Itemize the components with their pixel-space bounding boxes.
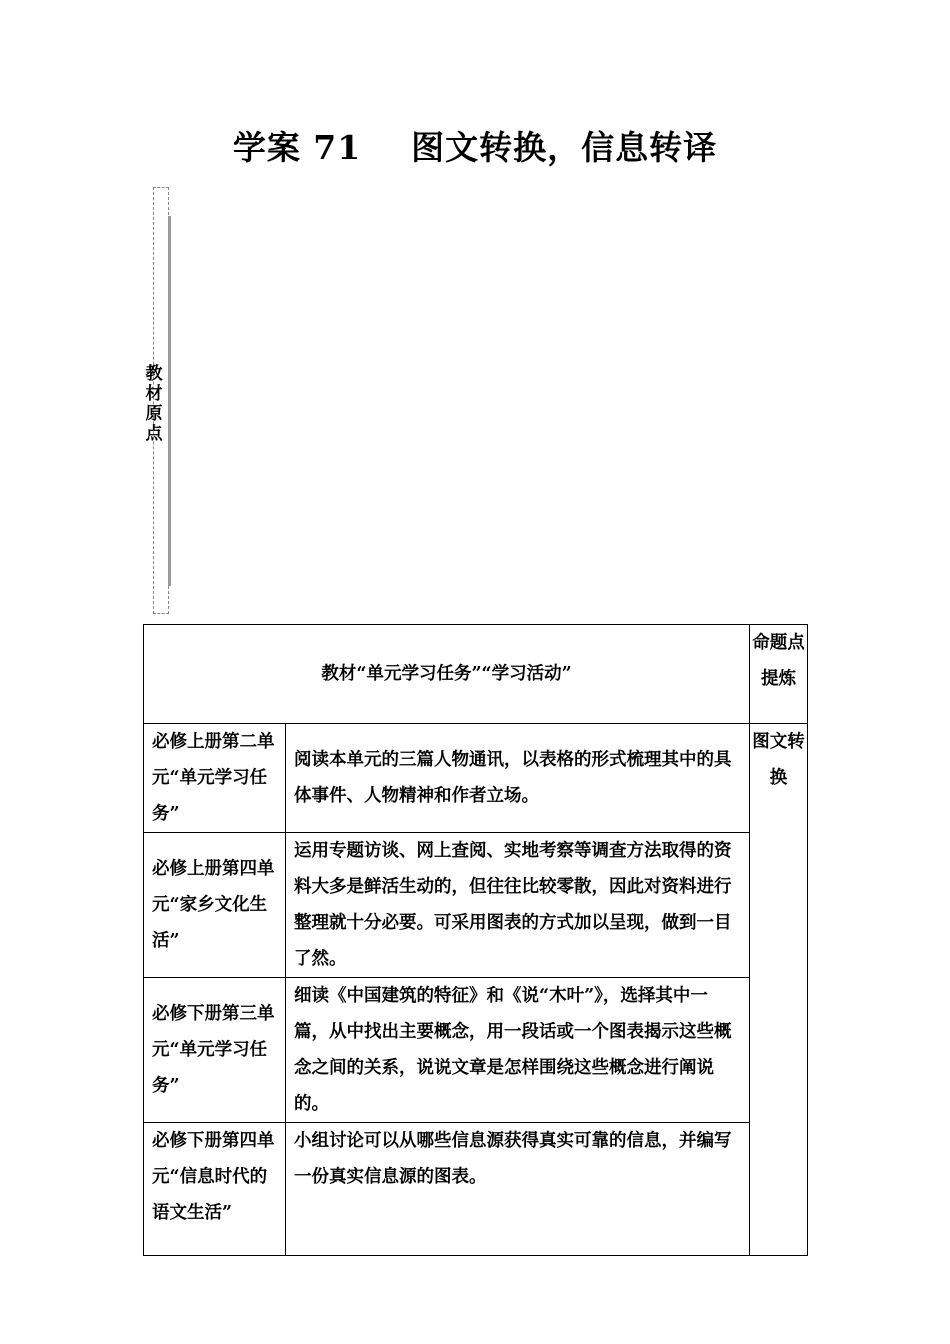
row-book-unit: 必修下册第四单元“信息时代的语文生活”	[144, 1123, 286, 1256]
header-activity: 教材“单元学习任务”“学习活动”	[144, 625, 750, 724]
side-label-char: 原	[145, 404, 163, 424]
side-divider-line	[168, 216, 171, 586]
row-book-unit: 必修下册第三单元“单元学习任务”	[144, 978, 286, 1123]
proposition-tag: 图文转换	[750, 724, 808, 1256]
row-book-unit: 必修上册第四单元“家乡文化生活”	[144, 833, 286, 978]
row-task-description: 小组讨论可以从哪些信息源获得真实可靠的信息，并编写一份真实信息源的图表。	[286, 1123, 750, 1256]
row-task-description: 阅读本单元的三篇人物通讯，以表格的形式梳理其中的具体事件、人物精神和作者立场。	[286, 724, 750, 833]
row-book-unit: 必修上册第二单元“单元学习任务”	[144, 724, 286, 833]
table-row	[144, 1123, 808, 1256]
side-label	[141, 364, 167, 444]
side-label-char: 点	[145, 424, 163, 444]
side-label-char: 材	[145, 384, 163, 404]
table-row	[144, 978, 808, 1123]
task-table	[143, 624, 808, 1256]
header-proposition: 命题点提炼	[750, 625, 808, 724]
table-row	[144, 833, 808, 978]
side-label-char: 教	[145, 364, 163, 384]
row-task-description: 细读《中国建筑的特征》和《说“木叶”》，选择其中一篇，从中找出主要概念，用一段话或一个图表揭示这些概念之间的关系，说说文章是怎样围绕这些概念进行阐说的。	[286, 978, 750, 1123]
page-title: 学案 71 图文转换，信息转译	[232, 128, 718, 167]
row-task-description: 运用专题访谈、网上查阅、实地考察等调查方法取得的资料大多是鲜活生动的，但往往比较零散，因此对资料进行整理就十分必要。可采用图表的方式加以呈现，做到一目了然。	[286, 833, 750, 978]
table-header-row	[144, 625, 808, 724]
table-row	[144, 724, 808, 833]
